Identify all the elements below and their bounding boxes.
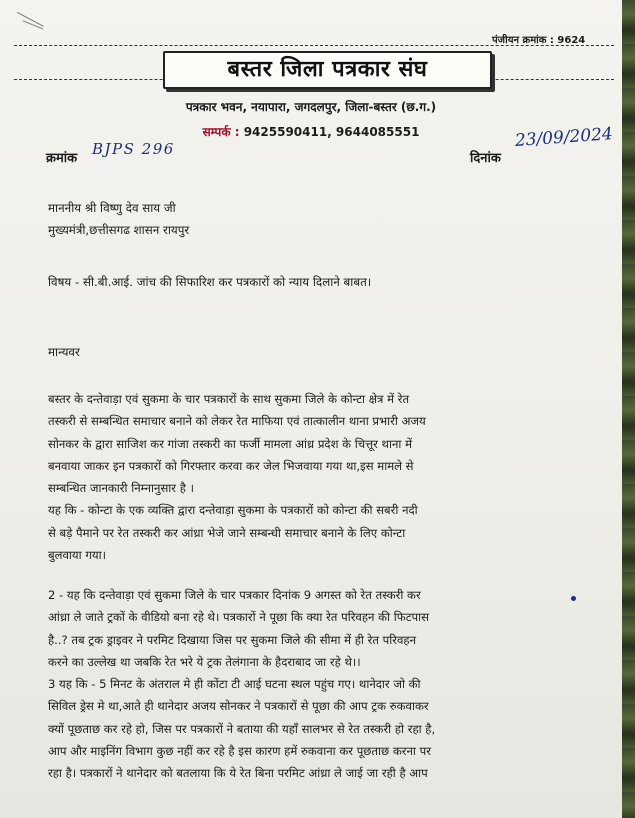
recipient-title: मुख्यमंत्री,छत्तीसगढ शासन रायपुर bbox=[48, 223, 190, 237]
subject-line: विषय - सी.बी.आई. जांच की सिफारिश कर पत्रकारों को न्याय दिलाने बाबत। bbox=[48, 275, 372, 289]
date-label: दिनांक bbox=[470, 151, 501, 166]
reference-label: क्रमांक bbox=[46, 151, 78, 166]
body-line: बुलवाया गया। bbox=[48, 548, 106, 563]
body-line: सिविल ड्रेस मे था,आते ही थानेदार अजय सोनकर ने पत्रकारों से पूछा की आप ट्रक रुकवाकर bbox=[48, 699, 429, 714]
body-line: सोनकर के द्वारा साजिश कर गांजा तस्करी का फर्जी मामला आंध्र प्रदेश के चित्तूर थाना में bbox=[48, 436, 412, 451]
contact-numbers: 9425590411, 9644085551 bbox=[243, 125, 420, 139]
body-line: सम्बन्धित जानकारी निम्नानुसार है । bbox=[48, 481, 194, 496]
body-line: तस्करी से सम्बन्धित समाचार बनाने को लेकर रेत माफिया एवं तात्कालीन थाना प्रभारी अजय bbox=[48, 414, 426, 429]
organization-name: बस्तर जिला पत्रकार संघ bbox=[227, 57, 428, 82]
body-line: यह कि - कोन्टा के एक व्यक्ति द्वारा दन्तेवाड़ा सुकमा के पत्रकारों को कोन्टा की सबरी नदी bbox=[48, 503, 418, 518]
contact-label: सम्पर्क : bbox=[202, 125, 240, 139]
body-paragraph-1 bbox=[48, 388, 572, 566]
top-divider bbox=[14, 45, 614, 46]
recipient-name: माननीय श्री विष्णु देव साय जी bbox=[48, 201, 176, 215]
body-line: आंध्रा ले जाते ट्रकों के वीडियो बना रहे थे। पत्रकारों ने पूछा कि क्या रेत परिवहन की फिटपास bbox=[48, 610, 429, 625]
body-line: 3 यह कि - 5 मिनट के अंतराल मे ही कोंटा टी आई घटना स्थल पहुंच गए। थानेदार जो की bbox=[48, 677, 421, 692]
background-foliage bbox=[622, 0, 635, 818]
body-line: रहा है। पत्रकारों ने थानेदार को बतलाया कि ये रेत बिना परमिट आंध्रा ले जाई जा रही है आप bbox=[48, 766, 428, 781]
ink-dot bbox=[571, 596, 576, 601]
body-line: से बड़े पैमाने पर रेत तस्करी कर आंध्रा भेजे जाने सम्बन्धी समाचार बनाने के लिए कोन्टा bbox=[48, 525, 406, 540]
body-paragraph-2 bbox=[48, 584, 572, 785]
salutation: मान्यवर bbox=[48, 345, 80, 359]
organization-address: पत्रकार भवन, नयापारा, जगदलपुर, जिला-बस्तर (छ.ग.) bbox=[185, 100, 437, 114]
body-line: 2 - यह कि दन्तेवाड़ा एवं सुकमा जिले के चार पत्रकार दिनांक 9 अगस्त को रेत तस्करी कर bbox=[48, 588, 421, 602]
body-line: करने का उल्लेख था जबकि रेत भरे ये ट्रक तेलंगाना के हैदराबाद जा रहे थे।। bbox=[48, 654, 361, 669]
reference-number: BJPS 296 bbox=[92, 140, 175, 158]
body-line: है..? तब ट्रक ड्राइवर ने परमिट दिखाया जिस पर सुकमा जिले की सीमा में ही रेत परिवहन bbox=[48, 632, 417, 647]
date-value: 23/09/2024 bbox=[514, 124, 614, 151]
body-line: क्यों पूछताछ कर रहे हो, जिस पर पत्रकारों ने बताया की यहाँ सालभर से रेत तस्करी हो रहा है, bbox=[48, 721, 436, 736]
body-line: आप और माइनिंग विभाग कुछ नहीं कर रहे है इस कारण हमें रुकवाना कर पूछताछ करना पर bbox=[48, 744, 431, 759]
registration-number: पंजीयन क्रमांक : 9624 bbox=[492, 35, 586, 46]
body-line: बस्तर के दन्तेवाड़ा एवं सुकमा के चार पत्रकारों के साथ सुकमा जिले के कोन्टा क्षेत्र में रेत bbox=[48, 392, 410, 406]
body-line: बनवाया जाकर इन पत्रकारों को गिरफ्तार करवा कर जेल भिजवाया गया था,इस मामले से bbox=[48, 458, 414, 473]
